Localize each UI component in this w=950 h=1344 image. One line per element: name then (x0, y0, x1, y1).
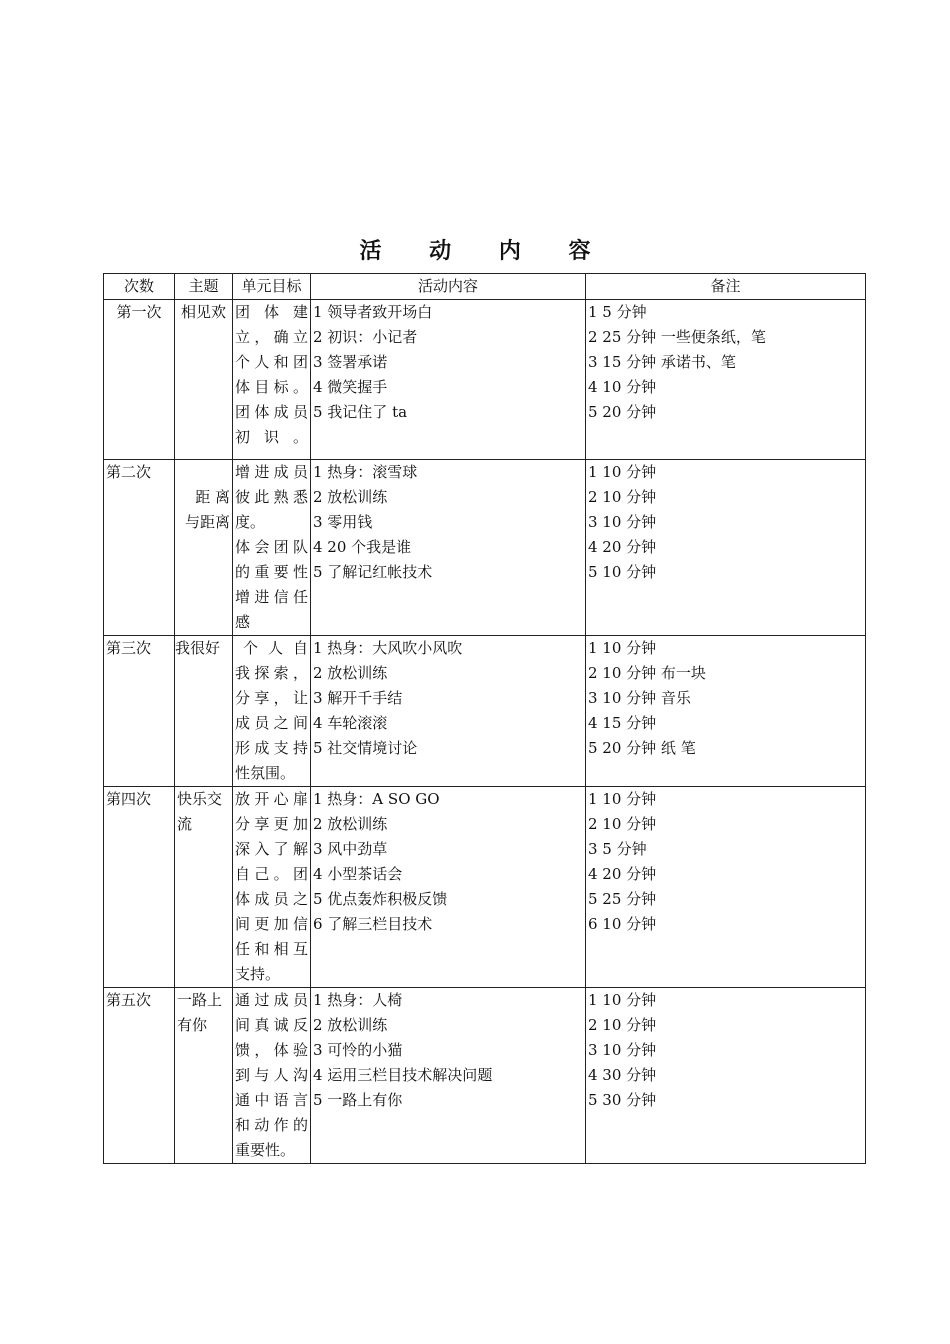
content-line: 1 热身：A SO GO (313, 790, 440, 808)
remark-line: 4 20 分钟 (588, 865, 657, 883)
goal-line: 初识。 (235, 428, 308, 446)
theme-line: 一路上 (177, 991, 223, 1009)
remark-cell (586, 636, 866, 787)
remark-line: 3 10 分钟 音乐 (588, 689, 691, 707)
goal-line: 体目标。 (235, 378, 308, 396)
goal-cell (233, 636, 311, 787)
goal-line: 个人和团 (235, 353, 308, 371)
session-count-cell (104, 300, 175, 460)
content-cell (311, 460, 586, 636)
content-line: 2 放松训练 (313, 1016, 388, 1034)
header-count: 次数 (104, 274, 175, 300)
remark-line: 5 20 分钟 纸 笔 (588, 739, 696, 757)
content-line: 3 解开千手结 (313, 689, 403, 707)
goal-line: 度。 (235, 513, 266, 531)
goal-line: 通过成员 (235, 991, 308, 1009)
page-title: 活 动 内 容 (359, 238, 611, 264)
goal-line: 团 体 建 (235, 303, 308, 321)
goal-line: 深入了解 (235, 840, 308, 858)
remark-line: 4 20 分钟 (588, 538, 657, 556)
content-line: 1 热身：人椅 (313, 991, 403, 1009)
content-line: 5 了解记红帐技术 (313, 563, 433, 581)
content-line: 4 微笑握手 (313, 378, 388, 396)
session-count: 第四次 (106, 790, 152, 808)
remark-line: 1 10 分钟 (588, 639, 657, 657)
goal-line: 增进成员 (235, 463, 308, 481)
theme-line: 距 离 (195, 488, 230, 506)
theme-line: 流 (177, 815, 193, 833)
content-cell (311, 636, 586, 787)
remark-cell (586, 300, 866, 460)
goal-line: 感 (235, 613, 251, 631)
remark-line: 1 10 分钟 (588, 463, 657, 481)
remark-line: 4 15 分钟 (588, 714, 657, 732)
remark-line: 3 10 分钟 (588, 1041, 657, 1059)
session-count: 第三次 (106, 639, 152, 657)
goal-line: 形成支持 (235, 739, 308, 757)
theme-cell (175, 460, 233, 636)
table-row (104, 460, 866, 636)
goal-line: 放开心扉 (235, 790, 308, 808)
goal-line: 间更加信 (235, 915, 308, 933)
goal-line: 体会团队 (235, 538, 308, 556)
content-line: 3 风中劲草 (313, 840, 388, 858)
remark-line: 4 30 分钟 (588, 1066, 657, 1084)
activity-table (103, 273, 866, 1164)
theme-line: 有你 (177, 1016, 208, 1034)
content-line: 2 放松训练 (313, 488, 388, 506)
content-line: 6 了解三栏目技术 (313, 915, 433, 933)
content-cell (311, 787, 586, 988)
header-theme: 主题 (175, 274, 233, 300)
content-line: 3 签署承诺 (313, 353, 388, 371)
table-row (104, 636, 866, 787)
goal-line: 自己。团 (235, 865, 308, 883)
goal-line: 到与人沟 (235, 1066, 308, 1084)
theme-cell (175, 787, 233, 988)
content-line: 4 运用三栏目技术解决问题 (313, 1066, 493, 1084)
content-line: 3 可怜的小猫 (313, 1041, 403, 1059)
remark-line: 3 15 分钟 承诺书、笔 (588, 353, 736, 371)
table-row (104, 988, 866, 1164)
goal-line: 团体成员 (235, 403, 308, 421)
goal-line: 分享更加 (235, 815, 308, 833)
header-content: 活动内容 (311, 274, 586, 300)
remark-cell (586, 787, 866, 988)
content-line: 5 社交情境讨论 (313, 739, 418, 757)
goal-line: 我探索， (235, 664, 308, 682)
content-line: 3 零用钱 (313, 513, 373, 531)
theme-line: 与距离 (184, 513, 230, 531)
goal-line: 任和相互 (235, 940, 308, 958)
session-count-cell (104, 460, 175, 636)
remark-line: 5 25 分钟 (588, 890, 657, 908)
theme-cell (175, 300, 233, 460)
remark-line: 2 10 分钟 (588, 1016, 657, 1034)
remark-line: 1 10 分钟 (588, 991, 657, 1009)
remark-line: 2 10 分钟 布一块 (588, 664, 706, 682)
session-count: 第二次 (106, 463, 152, 481)
theme-line: 我很好 (175, 639, 221, 657)
content-line: 1 热身：大风吹小风吹 (313, 639, 463, 657)
content-line: 4 小型茶话会 (313, 865, 403, 883)
theme-line: 快乐交 (177, 790, 223, 808)
remark-line: 6 10 分钟 (588, 915, 657, 933)
goal-line: 性氛围。 (235, 764, 296, 782)
remark-cell (586, 460, 866, 636)
remark-line: 2 10 分钟 (588, 815, 657, 833)
remark-line: 2 25 分钟 一些便条纸，笔 (588, 328, 766, 346)
goal-cell (233, 787, 311, 988)
goal-line: 增进信任 (235, 588, 308, 606)
goal-line: 立，确立 (235, 328, 308, 346)
goal-line: 间真诚反 (235, 1016, 308, 1034)
content-line: 2 放松训练 (313, 815, 388, 833)
table-header-row (104, 274, 866, 300)
session-count-cell (104, 787, 175, 988)
goal-cell (233, 460, 311, 636)
header-goal: 单元目标 (233, 274, 311, 300)
remark-line: 1 10 分钟 (588, 790, 657, 808)
remark-line: 5 20 分钟 (588, 403, 657, 421)
remark-line: 4 10 分钟 (588, 378, 657, 396)
goal-line: 个 人 自 (243, 639, 308, 657)
content-line: 4 20 个我是谁 (313, 538, 412, 556)
goal-line: 通中语言 (235, 1091, 308, 1109)
session-count: 第五次 (106, 991, 152, 1009)
theme-cell (175, 636, 233, 787)
session-count-cell (104, 636, 175, 787)
content-line: 5 优点轰炸积极反馈 (313, 890, 448, 908)
goal-line: 的重要性 (235, 563, 308, 581)
remark-cell (586, 988, 866, 1164)
table-row (104, 300, 866, 460)
goal-line: 彼此熟悉 (235, 488, 308, 506)
goal-line: 和动作的 (235, 1116, 308, 1134)
goal-line: 支持。 (235, 965, 281, 983)
remark-line: 1 5 分钟 (588, 303, 647, 321)
content-line: 2 放松训练 (313, 664, 388, 682)
content-line: 5 一路上有你 (313, 1091, 403, 1109)
theme-cell (175, 988, 233, 1164)
remark-line: 3 5 分钟 (588, 840, 647, 858)
content-line: 1 领导者致开场白 (313, 303, 433, 321)
goal-line: 分享，让 (235, 689, 308, 707)
content-line: 1 热身：滚雪球 (313, 463, 418, 481)
remark-line: 5 10 分钟 (588, 563, 657, 581)
content-cell (311, 300, 586, 460)
goal-cell (233, 300, 311, 460)
theme-line (177, 460, 230, 485)
content-line: 4 车轮滚滚 (313, 714, 388, 732)
content-cell (311, 988, 586, 1164)
goal-line: 馈，体验 (235, 1041, 308, 1059)
remark-line: 2 10 分钟 (588, 488, 657, 506)
session-count: 第一次 (116, 303, 162, 321)
content-line: 5 我记住了 ta (313, 403, 408, 421)
remark-line: 5 30 分钟 (588, 1091, 657, 1109)
session-count-cell (104, 988, 175, 1164)
table-row (104, 787, 866, 988)
content-line: 2 初识：小记者 (313, 328, 418, 346)
goal-cell (233, 988, 311, 1164)
goal-line: 重要性。 (235, 1141, 296, 1159)
header-remark: 备注 (586, 274, 866, 300)
goal-line: 成员之间 (235, 714, 308, 732)
theme-line: 相见欢 (180, 303, 226, 321)
remark-line: 3 10 分钟 (588, 513, 657, 531)
goal-line: 体成员之 (235, 890, 308, 908)
